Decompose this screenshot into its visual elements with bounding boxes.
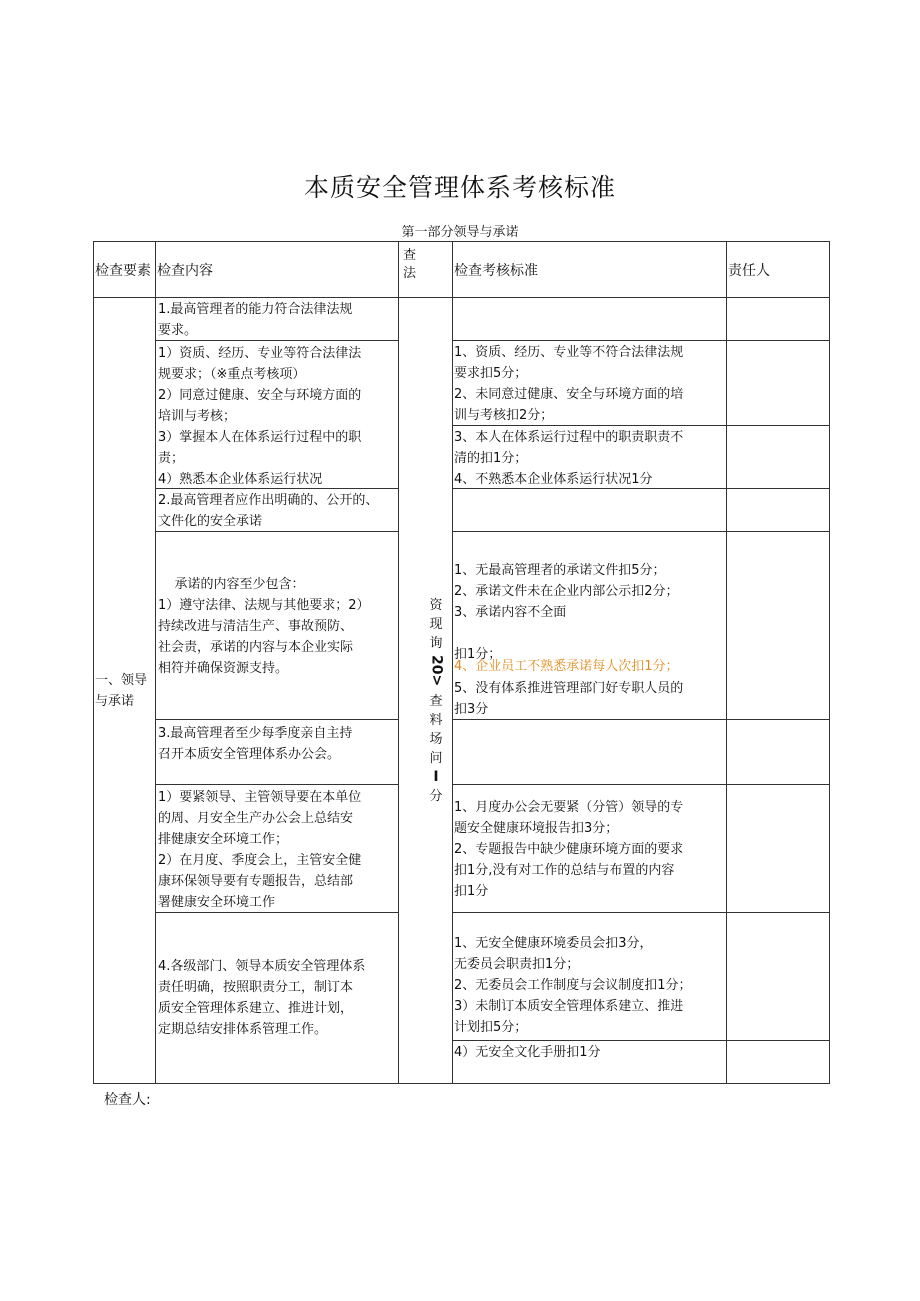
standard-culture-manual: 4）无安全文化手册扣1分	[454, 1045, 601, 1060]
method-char: 现	[429, 617, 443, 632]
method-mark: I	[433, 769, 439, 786]
header-element: 检查要素	[95, 263, 151, 279]
method-col-right	[426, 655, 446, 806]
method-char: 场	[429, 732, 443, 748]
section-subtitle: 第一部分领导与承诺	[401, 225, 519, 240]
method-char: 资	[429, 598, 443, 613]
standard-commitment-dept: 5、没有体系推进管理部门好专职人员的 扣3分	[454, 681, 684, 717]
method-char: 问	[429, 751, 443, 767]
header-method-a: 查	[403, 248, 417, 263]
standard-duties: 3、本人在体系运行过程中的职责职责不 清的扣1分； 4、不熟悉本企业体系运行状况1分	[454, 430, 684, 487]
header-standard: 检查考核标准	[454, 263, 538, 279]
content-item-4: 4.各级部门、领导本质安全管理体系 责任明确，按照职责分工，制订本 质安全管理体系建立、推进计划， 定期总结安排体系管理工作。	[158, 959, 366, 1037]
method-char: 查	[429, 694, 443, 710]
content-item-2: 2.最高管理者应作出明确的、公开的、 文件化的安全承诺	[158, 493, 379, 529]
header-responsible: 责任人	[728, 263, 770, 279]
content-item-3-details: 1）要紧领导、主管领导要在本单位 的周、月安全生产办公会上总结安 排健康安全环境工作； 2）在月度、季度会上，主管安全健 康环保领导要有专题报告，总结部 署健康安全环境工作	[158, 790, 362, 910]
content-item-3: 3.最高管理者至少每季度亲自主持 召开本质安全管理体系办公会。	[158, 726, 353, 762]
inspector-label: 检查人:	[104, 1092, 151, 1108]
standard-committee: 1、无安全健康环境委员会扣3分， 无委员会职责扣1分； 2、无委员会工作制度与会议制度扣1分； 3）未制订本质安全管理体系建立、推进 计划扣5分；	[454, 936, 692, 1035]
header-content: 检查内容	[157, 263, 213, 279]
method-char: 询	[429, 636, 443, 651]
content-item-2-details: 承诺的内容至少包含： 1）遵守法律、法规与其他要求；2） 持续改进与清洁生产、事故预防、 社会责，承诺的内容与本企业实际 相符并确保资源支持。	[158, 577, 370, 676]
method-col-left	[426, 596, 446, 653]
content-item-1-details: 1）资质、经历、专业等符合法律法 规要求；（※重点考核项） 2）同意过健康、安全与环境方面的 培训与考核； 3）掌握本人在体系运行过程中的职 责； 4）熟悉本企业体系运行状况	[158, 346, 362, 487]
method-char: 料	[429, 713, 443, 729]
standard-commitment-highlight: 4、企业员工不熟悉承诺每人次扣1分；	[454, 659, 679, 674]
standard-qualification: 1、资质、经历、专业等不符合法律法规 要求扣5分； 2、未同意过健康、安全与环境方面的培 训与考核扣2分；	[454, 345, 684, 423]
page-title: 本质安全管理体系考核标准	[303, 173, 616, 202]
element-leadership: 一、领导 与承诺	[95, 673, 148, 709]
method-score: 20>	[428, 655, 445, 687]
standard-commitment: 1、无最高管理者的承诺文件扣5分； 2、承诺文件未在企业内部公示扣2分； 3、承诺内容不全面 扣1分；	[454, 563, 679, 662]
standard-meeting: 1、月度办公会无要紧（分管）领导的专 题安全健康环境报告扣3分； 2、专题报告中缺少健康环境方面的要求 扣1分,没有对工作的总结与布置的内容 扣1分	[454, 800, 684, 899]
header-method-b: 法	[403, 266, 417, 281]
content-item-1: 1.最高管理者的能力符合法律法规 要求。	[158, 302, 353, 338]
method-char: 分	[429, 789, 443, 805]
